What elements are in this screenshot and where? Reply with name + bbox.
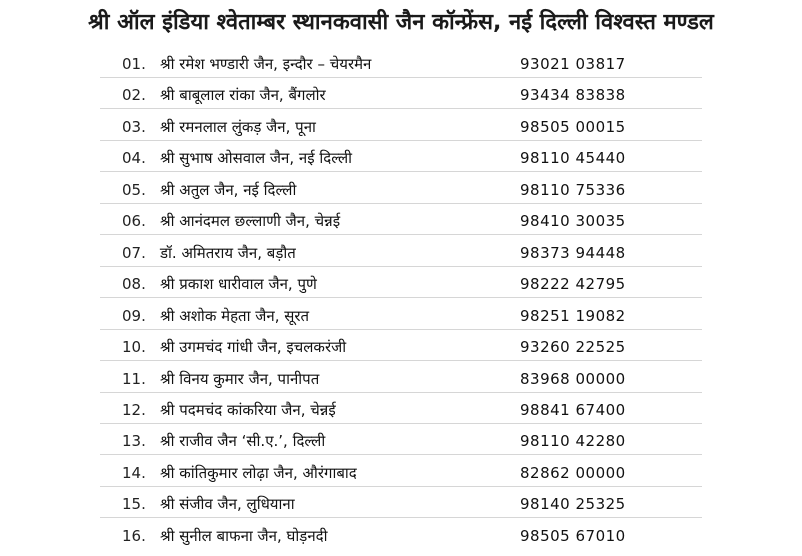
list-item	[100, 81, 702, 109]
list-item	[100, 239, 702, 267]
member-name: श्री संजीव जैन, लुधियाना	[160, 495, 295, 514]
member-name: श्री कांतिकुमार लोढ़ा जैन, औरंगाबाद	[160, 463, 357, 482]
member-phone: 98505 00015	[520, 117, 626, 136]
member-phone: 98140 25325	[520, 495, 626, 514]
item-number: 16.	[122, 526, 146, 545]
list-item	[100, 396, 702, 424]
member-phone: 98373 94448	[520, 243, 626, 262]
member-name: श्री सुभाष ओसवाल जैन, नई दिल्ली	[160, 149, 353, 168]
page-title: श्री ऑल इंडिया श्वेताम्बर स्थानकवासी जैन कॉन्फ्रेंस, नई दिल्ली विश्वस्त मण्डल	[88, 10, 714, 35]
list-item	[100, 302, 702, 330]
member-name: श्री बाबूलाल रांका जैन, बैंगलोर	[160, 86, 326, 105]
member-phone: 83968 00000	[520, 369, 626, 388]
item-number: 05.	[122, 180, 146, 199]
member-name: श्री सुनील बाफना जैन, घोड़नदी	[160, 526, 328, 545]
list-item	[100, 270, 702, 298]
list-item	[100, 207, 702, 235]
item-number: 04.	[122, 149, 146, 168]
item-number: 15.	[122, 495, 146, 514]
item-number: 02.	[122, 86, 146, 105]
list-item	[100, 333, 702, 361]
member-name: श्री रमनलाल लुंकड़ जैन, पूना	[160, 117, 316, 136]
member-name: श्री विनय कुमार जैन, पानीपत	[160, 369, 320, 388]
member-phone: 98110 45440	[520, 149, 626, 168]
item-number: 07.	[122, 243, 146, 262]
item-number: 03.	[122, 117, 146, 136]
member-phone: 98110 42280	[520, 432, 626, 451]
trustee-list	[0, 50, 802, 550]
list-item	[100, 176, 702, 204]
member-name: डॉ. अमितराय जैन, बड़ौत	[160, 243, 296, 262]
list-item	[100, 427, 702, 455]
member-name: श्री राजीव जैन ‘सी.ए.’, दिल्ली	[160, 432, 326, 451]
list-item	[100, 459, 702, 487]
list-item	[100, 113, 702, 141]
member-name: श्री अतुल जैन, नई दिल्ली	[160, 180, 297, 199]
member-name: श्री उगमचंद गांधी जैन, इचलकरंजी	[160, 338, 347, 357]
item-number: 12.	[122, 400, 146, 419]
member-name: श्री आनंदमल छल्लाणी जैन, चेन्नई	[160, 212, 341, 231]
member-name: श्री पदमचंद कांकरिया जैन, चेन्नई	[160, 400, 336, 419]
list-item	[100, 522, 702, 550]
list-item	[100, 144, 702, 172]
item-number: 14.	[122, 463, 146, 482]
item-number: 10.	[122, 338, 146, 357]
member-phone: 98841 67400	[520, 400, 626, 419]
item-number: 09.	[122, 306, 146, 325]
item-number: 11.	[122, 369, 146, 388]
item-number: 08.	[122, 275, 146, 294]
item-number: 06.	[122, 212, 146, 231]
item-number: 01.	[122, 55, 146, 73]
member-phone: 93434 83838	[520, 86, 626, 105]
member-phone: 98410 30035	[520, 212, 626, 231]
list-item	[100, 50, 702, 78]
member-name: श्री अशोक मेहता जैन, सूरत	[160, 306, 310, 325]
item-number: 13.	[122, 432, 146, 451]
member-phone: 93260 22525	[520, 338, 626, 357]
member-phone: 98251 19082	[520, 306, 626, 325]
member-phone: 98505 67010	[520, 526, 626, 545]
member-phone: 93021 03817	[520, 55, 626, 73]
member-phone: 98222 42795	[520, 275, 626, 294]
list-item	[100, 490, 702, 518]
list-item	[100, 365, 702, 393]
member-name: श्री प्रकाश धारीवाल जैन, पुणे	[160, 275, 317, 294]
member-name: श्री रमेश भण्डारी जैन, इन्दौर – चेयरमैन	[160, 55, 372, 73]
member-phone: 82862 00000	[520, 463, 626, 482]
member-phone: 98110 75336	[520, 180, 626, 199]
